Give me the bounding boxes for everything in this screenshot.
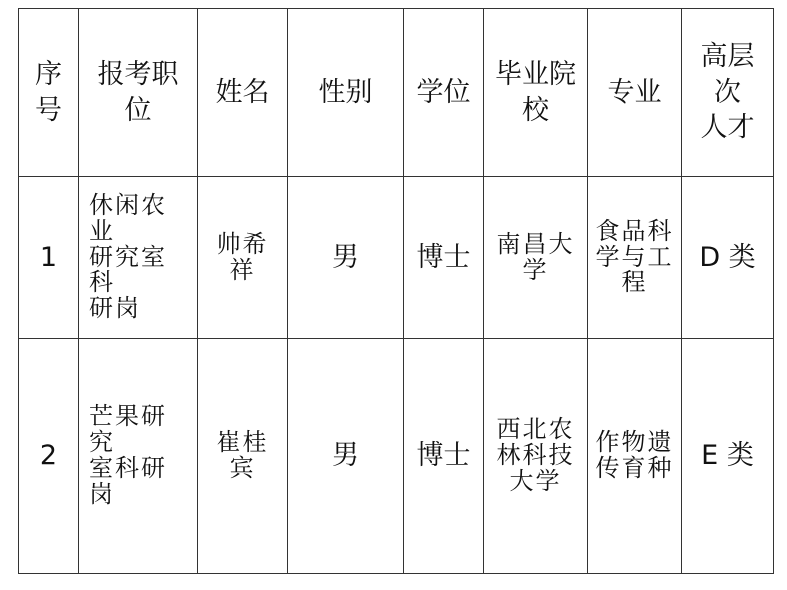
major-cell: 作物遗 传育种 [588,339,682,574]
name-cell: 崔桂宾 [198,339,288,574]
header-cell-talent-level: 高层次 人才 [682,9,774,177]
talent-level-cell: E 类 [682,339,774,574]
position-cell: 休闲农业 研究室科 研岗 [79,177,198,339]
school-cell: 西北农 林科技 大学 [484,339,588,574]
row-index-cell: 1 [19,177,79,339]
school-cell: 南昌大 学 [484,177,588,339]
header-cell-gender: 性别 [288,9,404,177]
degree-cell: 博士 [404,339,484,574]
position-cell: 芒果研究 室科研岗 [79,339,198,574]
table-row [19,339,774,574]
header-cell-degree: 学位 [404,9,484,177]
header-cell-name: 姓名 [198,9,288,177]
table-row [19,177,774,339]
degree-cell: 博士 [404,177,484,339]
gender-cell: 男 [288,339,404,574]
header-cell-major: 专业 [588,9,682,177]
gender-cell: 男 [288,177,404,339]
name-cell: 帅希祥 [198,177,288,339]
header-row [19,9,774,177]
header-cell-school: 毕业院 校 [484,9,588,177]
talent-level-cell: D 类 [682,177,774,339]
header-cell-position: 报考职位 [79,9,198,177]
candidate-table [18,8,774,574]
header-cell-index: 序 号 [19,9,79,177]
row-index-cell: 2 [19,339,79,574]
major-cell: 食品科 学与工 程 [588,177,682,339]
